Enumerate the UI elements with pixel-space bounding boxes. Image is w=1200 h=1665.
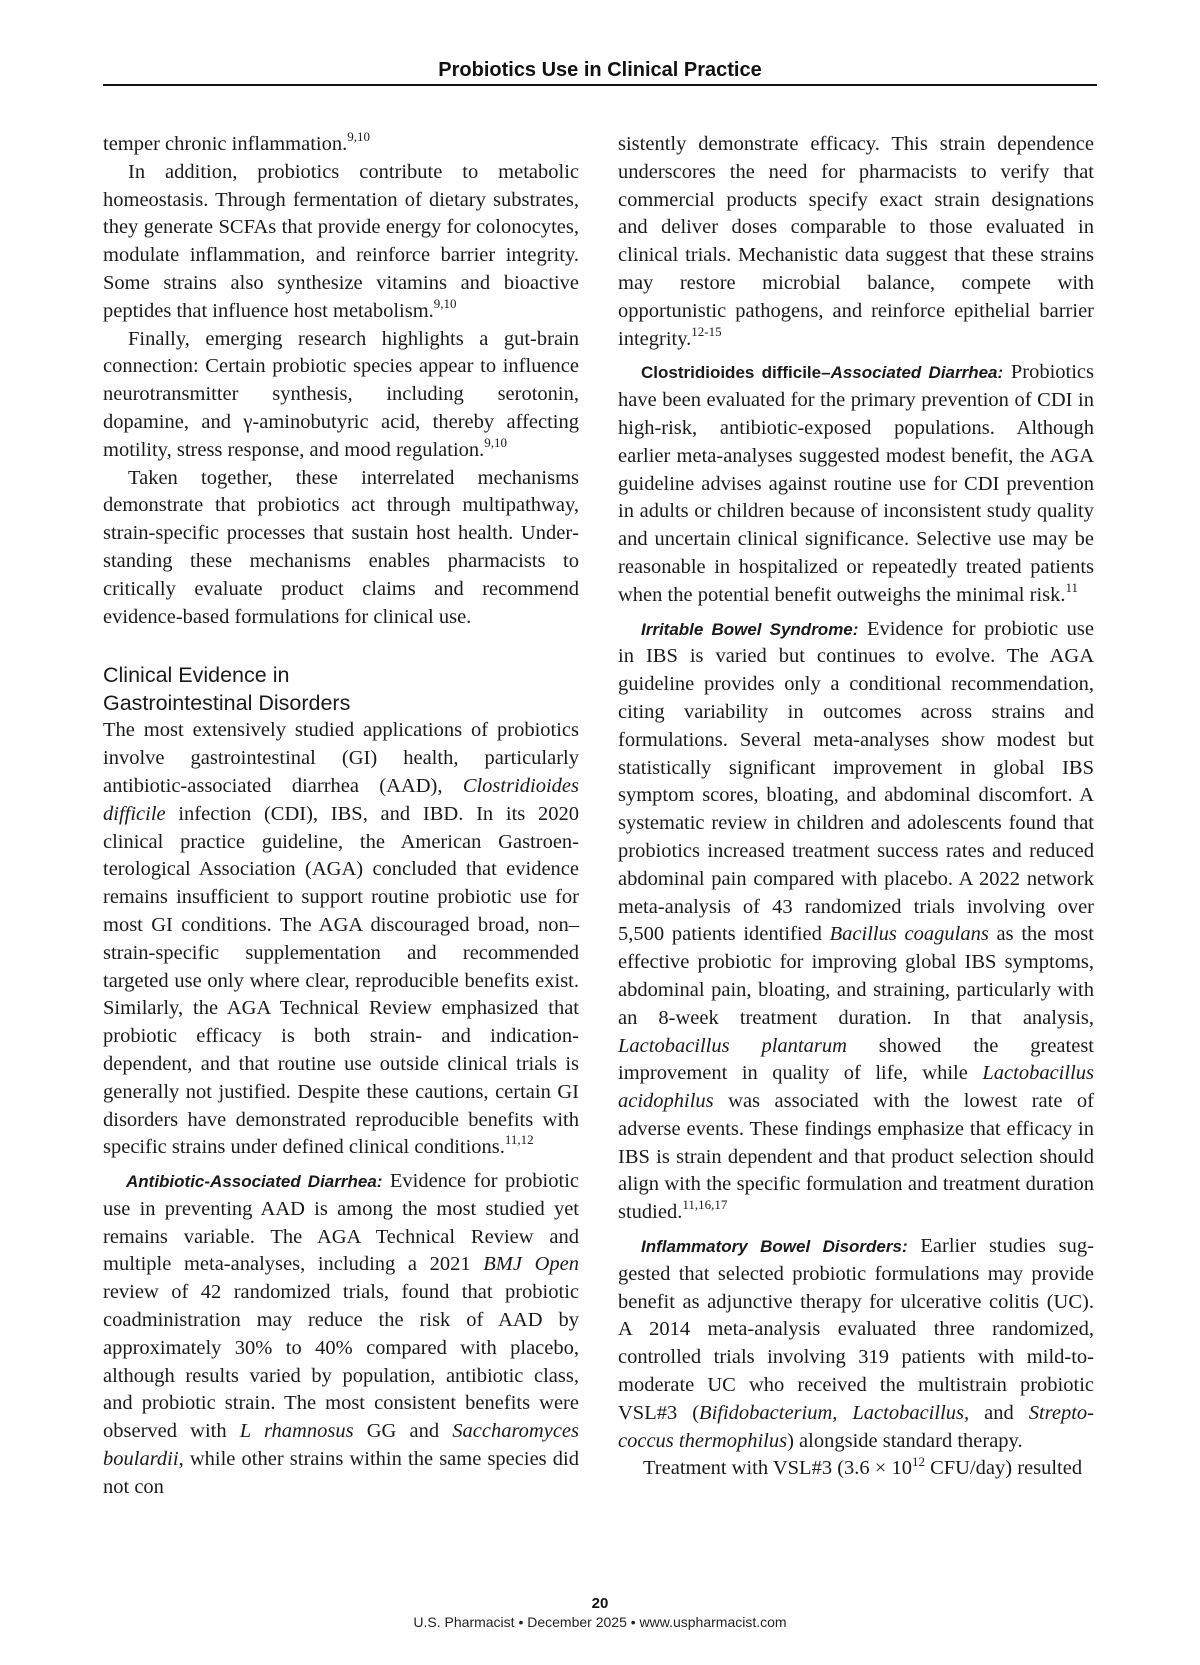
section-heading-line2: Gastrointestinal Disorders [103,691,351,716]
publication-footer: U.S. Pharmacist • December 2025 • www.uspharmacist.com [413,1614,787,1630]
runin-heading-ibd: Inflammatory Bowel Disorders: [641,1237,908,1257]
paragraph-metabolic [103,159,579,326]
journal-name: BMJ Open [483,1253,579,1276]
species-name: Streptococcus thermophilus [618,1401,1094,1452]
paragraph-text: temper chronic inflammation. [103,133,348,155]
paragraph-continuation [103,131,579,159]
citation: 9,10 [433,295,457,311]
species-name: Bacillus coagulans [829,923,989,946]
page-number: 20 [591,1595,609,1612]
paragraph-ibd [618,1233,1094,1455]
paragraph-text: ) alongside standard therapy. [787,1429,1023,1452]
paragraph-cdi [618,359,1094,609]
right-column [618,131,1094,1483]
paragraph-text: review of 42 randomized trials, found that probiotic coadministration may reduce the risk of AAD by approximately 30% to 40% compared with placebo, although results varied by population, antibiotic class, and probiotic strain. The most consistent benefits were observed with [103,1281,579,1443]
species-name: Clostridioides difficile [103,774,579,825]
section-heading [103,661,579,717]
header-rule [103,84,1097,86]
paragraph-text: Finally, emerging research highlights a gut-brain connection: Certain probiotic species appear to influence neurotransmitter synthesis, including serotonin, dopamine, and γ-aminobutyric acid, thereby affecting motility, stress response, and mood regulation. [103,327,579,461]
paragraph-text: infection (CDI), IBS, and IBD. In its 2020 clinical practice guideline, the American Gastroenterological Association (AGA) concluded that evidence remains insufficient to support routine probiotic use for most GI conditions. The AGA discouraged broad, non–strain-specific supplementation and recommended targeted use only where clear, reproducible benefits exist. Similarly, the AGA Technical Review emphasized that probiotic efficacy is both strain- and indication-dependent, and that routine use outside clinical trials is generally not justified. Despite these cautions, certain GI disorders have demonstrated reproducible benefits with specific strains under defined clinical conditions. [103,802,579,1159]
paragraph-text: In addition, probiotics contribute to metabolic homeostasis. Through fermentation of dietary substrates, they generate SCFAs that provide energy for colonocytes, modulate inflammation, and reinforce barrier integrity. Some strains also synthesize vitamins and bioactive peptides that influence host metabolism. [103,160,579,322]
left-column [103,131,579,1502]
runin-heading-cdi-species: Clostridioides difficile [641,363,822,383]
paragraph-text: CFU/day) resulted [924,1457,1083,1480]
paragraph-ibs [618,616,1094,1228]
paragraph-text: , while other strains within the same species did not con [103,1448,579,1498]
paragraph-gut-brain [103,326,579,465]
citation: 9,10 [484,434,508,450]
paragraph-text: Evidence for probiotic use in IBS is varied but continues to evolve. The AGA guideline provides only a conditional recommendation, citing variability in outcomes across strains and formulations. Several meta-analyses show modest but statistically significant improvement in global IBS symptom scores, bloating, and abdominal discomfort. A systematic review in children and adolescents found that probiotics increased treatment success rates and reduced abdominal pain compared with placebo. A 2022 network meta-analysis of 43 randomized trials involving over 5,500 patients identified [618,617,1094,946]
runin-heading-ibs: Irritable Bowel Syndrome: [641,619,859,639]
citation: 11 [1065,579,1079,595]
paragraph-clinical-evidence [103,717,579,1162]
paragraph-text: Earlier studies suggested that selected probiotic formulations may provide benefit as adjunctive therapy for ulcerative colitis (UC). A 2014 meta-analysis evaluated three randomized, controlled trials involving 319 patients with mild-to-moderate UC who received the multistrain probiotic VSL#3 ( [618,1235,1094,1424]
species-name: Saccharomyces boulardii [103,1420,579,1471]
species-name: L rhamnosus [239,1420,354,1443]
paragraph-summary: Taken together, these interrelated mechanisms demonstrate that probiotics act through multipathway, strain-specific processes that sustain host health. Understanding these mechanisms enables pharmacists to critically evaluate product claims and recommend evidence-based formulations for clinical use. [103,466,579,628]
species-name: Lactobacillus plantarum [618,1034,847,1057]
paragraph-text: Treatment with VSL#3 (3.6 × 10 [643,1457,912,1480]
paragraph-text: GG and [353,1420,453,1443]
exponent: 12 [911,1453,925,1469]
running-title: Probiotics Use in Clinical Practice [438,59,762,81]
paragraph-text: showed the greatest improvement in quality of life, while [618,1034,1094,1085]
runin-heading-aad: Antibiotic-Associated Diarrhea: [126,1172,383,1192]
citation: 12-15 [691,323,722,339]
paragraph-text: as the most effective probiotic for improving global IBS symptoms, abdominal pain, bloating, and straining, particularly with an 8-week treatment duration. In that analysis, [618,923,1094,1029]
section-heading-line1: Clinical Evidence in [103,663,290,688]
genus-names: Bifidobacterium, Lactobacillus [699,1401,964,1424]
paragraph-vsl3 [618,1455,1094,1483]
paragraph-text: The most extensively studied applications of probiotics involve gastrointestinal (GI) health, particularly antibiotic-associated diarrhea (AAD), [103,719,579,797]
paragraph-aad-continued [618,131,1094,353]
species-name: Lactobacillus acidophilus [618,1062,1094,1113]
runin-heading-cdi-label: –Associated Diarrhea: [821,363,1004,383]
paragraph-text: , and [964,1401,1029,1424]
paragraph-text: Probiotics have been evaluated for the primary prevention of CDI in high-risk, antibiotic-exposed populations. Although earlier meta-analyses suggested modest benefit, the AGA guideline advises against routine use for CDI prevention in adults or children because of inconsistent study quality and uncertain clinical significance. Selective use may be reasonable in hospitalized or repeatedly treated patients when the potential benefit outweighs the minimal risk. [618,361,1094,606]
citation: 9,10 [347,129,370,145]
citation: 11,12 [504,1132,534,1148]
paragraph-text: was associated with the lowest rate of adverse events. These findings emphasize that efficacy in IBS is strain dependent and that product selection should align with the specific formulation and treatment duration studied. [618,1090,1094,1224]
paragraph-text: sistently demonstrate efficacy. This strain dependence underscores the need for pharmacists to verify that commercial products specify exact strain designations and deliver doses comparable to those evaluated in clinical trials. Mechanistic data suggest that these strains may restore microbial balance, compete with opportunistic pathogens, and reinforce epithelial barrier integrity. [618,133,1094,350]
paragraph-text: Evidence for probiotic use in preventing AAD is among the most studied yet remains variable. The AGA Technical Review and multiple meta-analyses, including a 2021 [103,1170,579,1276]
citation: 11,16,17 [682,1197,728,1213]
paragraph-aad [103,1168,579,1502]
runin-heading-cdi [641,363,1003,382]
